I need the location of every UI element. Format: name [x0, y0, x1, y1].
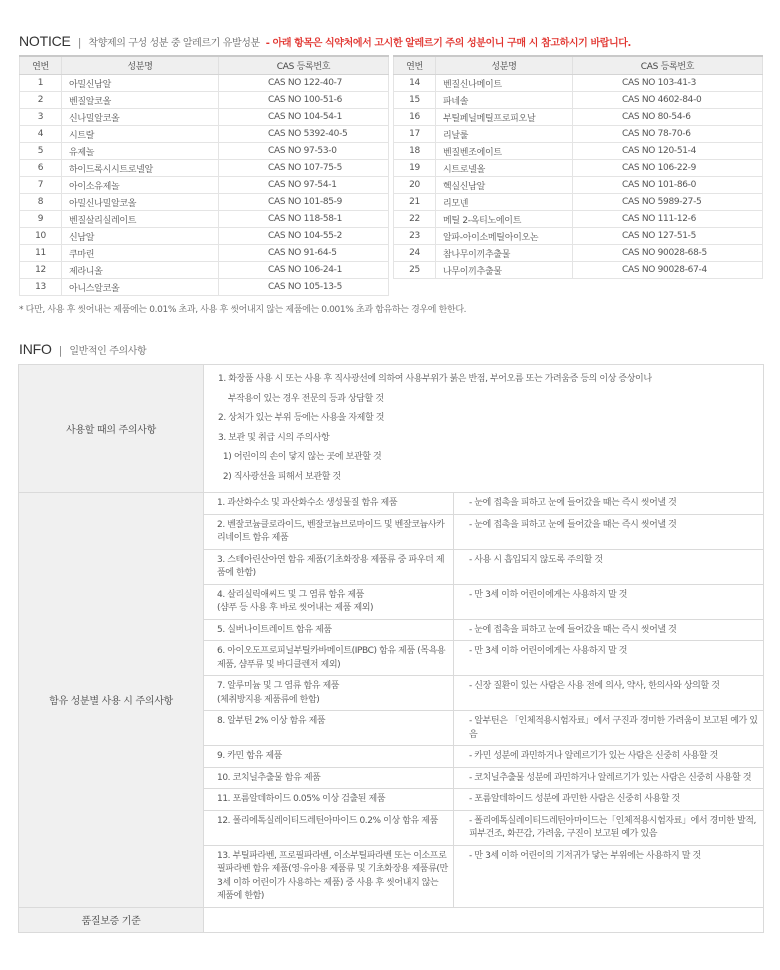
table-row — [394, 194, 763, 211]
table-row — [20, 262, 389, 279]
ingredient-name: 제라니올 — [62, 262, 219, 279]
table-row — [394, 92, 763, 109]
ingredient-name: 아이소유제놀 — [62, 177, 219, 194]
row-number: 18 — [394, 143, 436, 160]
col-header-number: 연번 — [20, 56, 62, 75]
ingredient-name: 4. 살리실릭애씨드 및 그 염류 함유 제품 (샴푸 등 사용 후 바로 씻어내는 제품 제외) — [204, 584, 454, 619]
row-number: 3 — [20, 109, 62, 126]
ingredient-name: 벤질알코올 — [62, 92, 219, 109]
ingredient-caution: - 포름알데하이드 성분에 과민한 사람은 신중히 사용할 것 — [454, 789, 764, 811]
cas-number: CAS NO 106-22-9 — [573, 160, 763, 177]
row-number: 11 — [20, 245, 62, 262]
notice-footnote: * 다만, 사용 후 씻어내는 제품에는 0.01% 초과, 사용 후 씻어내지 않는 제품에는 0.001% 초과 함유하는 경우에 한한다. — [19, 305, 467, 315]
ingredient-name: 참나무이끼추출물 — [436, 245, 573, 262]
cas-number: CAS NO 97-54-1 — [219, 177, 389, 194]
cas-number: CAS NO 101-86-0 — [573, 177, 763, 194]
row-number: 10 — [20, 228, 62, 245]
ingredient-name: 12. 폴리에톡실레이티드레틴아마이드 0.2% 이상 함유 제품 — [204, 810, 454, 845]
quality-label: 품질보증 기준 — [19, 907, 204, 932]
ingredient-name: 7. 알루미늄 및 그 염류 함유 제품 (체취방지용 제품류에 한함) — [204, 676, 454, 711]
row-number: 4 — [20, 126, 62, 143]
cas-number: CAS NO 78-70-6 — [573, 126, 763, 143]
notice-title: NOTICE — [19, 33, 71, 49]
ingredient-name: 벤질벤조에이트 — [436, 143, 573, 160]
cas-number: CAS NO 101-85-9 — [219, 194, 389, 211]
general-caution-line: 3. 보관 및 취급 시의 주의사항 — [218, 432, 330, 443]
row-number: 14 — [394, 75, 436, 92]
ingredient-caution: - 카민 성분에 과민하거나 알레르기가 있는 사람은 신중히 사용할 것 — [454, 746, 764, 768]
info-header — [19, 341, 146, 357]
ingredient-name: 9. 카민 함유 제품 — [204, 746, 454, 768]
ingredient-name: 신남알 — [62, 228, 219, 245]
ingredient-name: 신나밀알코올 — [62, 109, 219, 126]
table-row — [20, 245, 389, 262]
ingredient-name: 5. 실버나이트레이트 함유 제품 — [204, 619, 454, 641]
row-number: 13 — [20, 279, 62, 296]
row-number: 20 — [394, 177, 436, 194]
ingredient-name: 유제놀 — [62, 143, 219, 160]
row-number: 2 — [20, 92, 62, 109]
table-row — [394, 228, 763, 245]
row-number: 12 — [20, 262, 62, 279]
table-row — [394, 177, 763, 194]
cas-number: CAS NO 91-64-5 — [219, 245, 389, 262]
ingredient-caution: - 폴리에톡실레이티드레틴아마이드는「인체적용시험자료」에서 경미한 발적, 피부건조, 화끈감, 가려움, 구진이 보고된 예가 있음 — [454, 810, 764, 845]
table-row — [20, 126, 389, 143]
general-caution-row — [19, 365, 764, 493]
notice-subtitle: 착향제의 구성 성분 중 알레르기 유발성분 — [88, 38, 260, 49]
table-row — [20, 75, 389, 92]
cas-number: CAS NO 97-53-0 — [219, 143, 389, 160]
ingredient-name: 6. 아이오도프로피닐부틸카바메이트(IPBC) 함유 제품 (목욕용제품, 샴푸류 및 바디클렌저 제외) — [204, 641, 454, 676]
cas-number: CAS NO 5392-40-5 — [219, 126, 389, 143]
ingredient-name: 2. 벤잘코늄클로라이드, 벤잘코늄브로마이드 및 벤잘코늄사카리네이트 함유 제품 — [204, 514, 454, 549]
ingredient-name: 메틸 2-옥티노에이트 — [436, 211, 573, 228]
row-number: 6 — [20, 160, 62, 177]
info-subtitle: 일반적인 주의사항 — [69, 346, 147, 357]
cas-number: CAS NO 106-24-1 — [219, 262, 389, 279]
ingredient-name: 부틸페닐메틸프로피오날 — [436, 109, 573, 126]
general-caution-line: 부작용이 있는 경우 전문의 등과 상담할 것 — [218, 393, 384, 404]
notice-warning: - 아래 항목은 식약처에서 고시한 알레르기 주의 성분이니 구매 시 참고하시기 바랍니다. — [265, 38, 631, 49]
ingredient-caution: - 만 3세 이하 어린이에게는 사용하지 말 것 — [454, 641, 764, 676]
ingredient-name: 리날룰 — [436, 126, 573, 143]
row-number: 23 — [394, 228, 436, 245]
table-row — [20, 143, 389, 160]
quality-value — [204, 907, 764, 932]
cas-number: CAS NO 120-51-4 — [573, 143, 763, 160]
ingredient-name: 1. 과산화수소 및 과산화수소 생성물질 함유 제품 — [204, 493, 454, 515]
allergen-table-left — [19, 55, 389, 296]
table-row — [20, 177, 389, 194]
ingredient-name: 10. 코치닐추출물 함유 제품 — [204, 767, 454, 789]
cas-number: CAS NO 118-58-1 — [219, 211, 389, 228]
ingredient-name: 쿠마린 — [62, 245, 219, 262]
ingredient-name: 시트로넬올 — [436, 160, 573, 177]
table-header-row — [394, 56, 763, 75]
ingredient-caution: - 신장 질환이 있는 사람은 사용 전에 의사, 약사, 한의사와 상의할 것 — [454, 676, 764, 711]
table-row — [394, 75, 763, 92]
info-separator: | — [58, 344, 63, 357]
table-row — [394, 126, 763, 143]
table-row — [394, 143, 763, 160]
ingredient-name: 벤질살리실레이트 — [62, 211, 219, 228]
ingredient-caution: - 만 3세 이하 어린이의 기저귀가 닿는 부위에는 사용하지 말 것 — [454, 845, 764, 907]
table-header-row — [20, 56, 389, 75]
ingredient-name: 알파-아이소메틸아이오논 — [436, 228, 573, 245]
allergen-table-right — [393, 55, 763, 279]
row-number: 5 — [20, 143, 62, 160]
row-number: 19 — [394, 160, 436, 177]
ingredient-name: 시트랄 — [62, 126, 219, 143]
table-row — [20, 194, 389, 211]
table-row — [394, 160, 763, 177]
row-number: 7 — [20, 177, 62, 194]
general-caution-line: 2) 직사광선을 피해서 보관할 것 — [218, 471, 341, 482]
ingredient-name: 헥실신남알 — [436, 177, 573, 194]
cas-number: CAS NO 80-54-6 — [573, 109, 763, 126]
cas-number: CAS NO 103-41-3 — [573, 75, 763, 92]
col-header-cas: CAS 등록번호 — [219, 56, 389, 75]
row-number: 16 — [394, 109, 436, 126]
quality-row — [19, 907, 764, 932]
ingredient-caution: - 눈에 접촉을 피하고 눈에 들어갔을 때는 즉시 씻어낼 것 — [454, 514, 764, 549]
table-row — [20, 109, 389, 126]
cas-number: CAS NO 127-51-5 — [573, 228, 763, 245]
row-number: 9 — [20, 211, 62, 228]
col-header-cas: CAS 등록번호 — [573, 56, 763, 75]
cas-number: CAS NO 90028-67-4 — [573, 262, 763, 279]
table-row — [394, 245, 763, 262]
col-header-ingredient: 성분명 — [62, 56, 219, 75]
row-number: 15 — [394, 92, 436, 109]
table-row — [20, 92, 389, 109]
caution-table — [18, 364, 764, 933]
row-number: 1 — [20, 75, 62, 92]
ingredient-name: 13. 부틸파라벤, 프로필파라벤, 이소부틸파라벤 또는 이소프로필파라벤 함유 제품(영·유아용 제품류 및 기초화장용 제품류(만 3세 이하 어린이가 사용하는 제품) 중 사용 후 씻어내지 않는 제품에 한함) — [204, 845, 454, 907]
general-caution-line: 1. 화장품 사용 시 또는 사용 후 직사광선에 의하여 사용부위가 붉은 반점, 부어오름 또는 가려움증 등의 이상 증상이나 — [218, 374, 652, 384]
ingredient-name: 아밀신나밀알코올 — [62, 194, 219, 211]
ingredient-name: 3. 스테아린산아연 함유 제품(기초화장용 제품류 중 파우더 제품에 한함) — [204, 549, 454, 584]
cas-number: CAS NO 107-75-5 — [219, 160, 389, 177]
table-row — [394, 109, 763, 126]
col-header-number: 연번 — [394, 56, 436, 75]
cas-number: CAS NO 105-13-5 — [219, 279, 389, 296]
info-title: INFO — [19, 341, 52, 357]
ingredient-caution: - 눈에 접촉을 피하고 눈에 들어갔을 때는 즉시 씻어낼 것 — [454, 619, 764, 641]
cas-number: CAS NO 100-51-6 — [219, 92, 389, 109]
notice-header — [19, 33, 631, 49]
ingredient-name: 파네솔 — [436, 92, 573, 109]
ingredient-name: 아밀신남알 — [62, 75, 219, 92]
ingredient-name: 리모넨 — [436, 194, 573, 211]
table-row — [394, 262, 763, 279]
ingredient-caution: - 알부틴은 「인체적용시험자료」에서 구진과 경미한 가려움이 보고된 예가 있음 — [454, 711, 764, 746]
cas-number: CAS NO 111-12-6 — [573, 211, 763, 228]
notice-separator: | — [77, 36, 82, 49]
cas-number: CAS NO 122-40-7 — [219, 75, 389, 92]
cas-number: CAS NO 4602-84-0 — [573, 92, 763, 109]
cas-number: CAS NO 90028-68-5 — [573, 245, 763, 262]
general-caution-line: 1) 어린이의 손이 닿지 않는 곳에 보관할 것 — [218, 452, 382, 462]
cas-number: CAS NO 104-55-2 — [219, 228, 389, 245]
table-row — [20, 228, 389, 245]
ingredient-caution: - 만 3세 이하 어린이에게는 사용하지 말 것 — [454, 584, 764, 619]
table-row — [394, 211, 763, 228]
ingredient-name: 나무이끼추출물 — [436, 262, 573, 279]
ingredient-name: 8. 알부틴 2% 이상 함유 제품 — [204, 711, 454, 746]
table-row — [20, 160, 389, 177]
table-row — [20, 279, 389, 296]
table-row — [20, 211, 389, 228]
row-number: 17 — [394, 126, 436, 143]
general-caution-label: 사용할 때의 주의사항 — [19, 365, 204, 493]
row-number: 22 — [394, 211, 436, 228]
row-number: 21 — [394, 194, 436, 211]
general-caution-content — [204, 365, 764, 493]
cas-number: CAS NO 5989-27-5 — [573, 194, 763, 211]
general-caution-line: 2. 상처가 있는 부위 등에는 사용을 자제할 것 — [218, 413, 385, 423]
row-number: 24 — [394, 245, 436, 262]
ingredient-caution: - 눈에 접촉을 피하고 눈에 들어갔을 때는 즉시 씻어낼 것 — [454, 493, 764, 515]
ingredient-caution: - 사용 시 흡입되지 않도록 주의할 것 — [454, 549, 764, 584]
ingredient-caution: - 코치닐추출물 성분에 과민하거나 알레르기가 있는 사람은 신중히 사용할 것 — [454, 767, 764, 789]
col-header-ingredient: 성분명 — [436, 56, 573, 75]
ingredient-caution-row — [19, 493, 764, 515]
ingredient-name: 벤질신나메이트 — [436, 75, 573, 92]
cas-number: CAS NO 104-54-1 — [219, 109, 389, 126]
row-number: 25 — [394, 262, 436, 279]
ingredient-name: 11. 포름알데하이드 0.05% 이상 검출된 제품 — [204, 789, 454, 811]
ingredient-caution-label: 함유 성분별 사용 시 주의사항 — [19, 493, 204, 908]
row-number: 8 — [20, 194, 62, 211]
ingredient-name: 하이드록시시트로넬알 — [62, 160, 219, 177]
ingredient-name: 아니스알코올 — [62, 279, 219, 296]
